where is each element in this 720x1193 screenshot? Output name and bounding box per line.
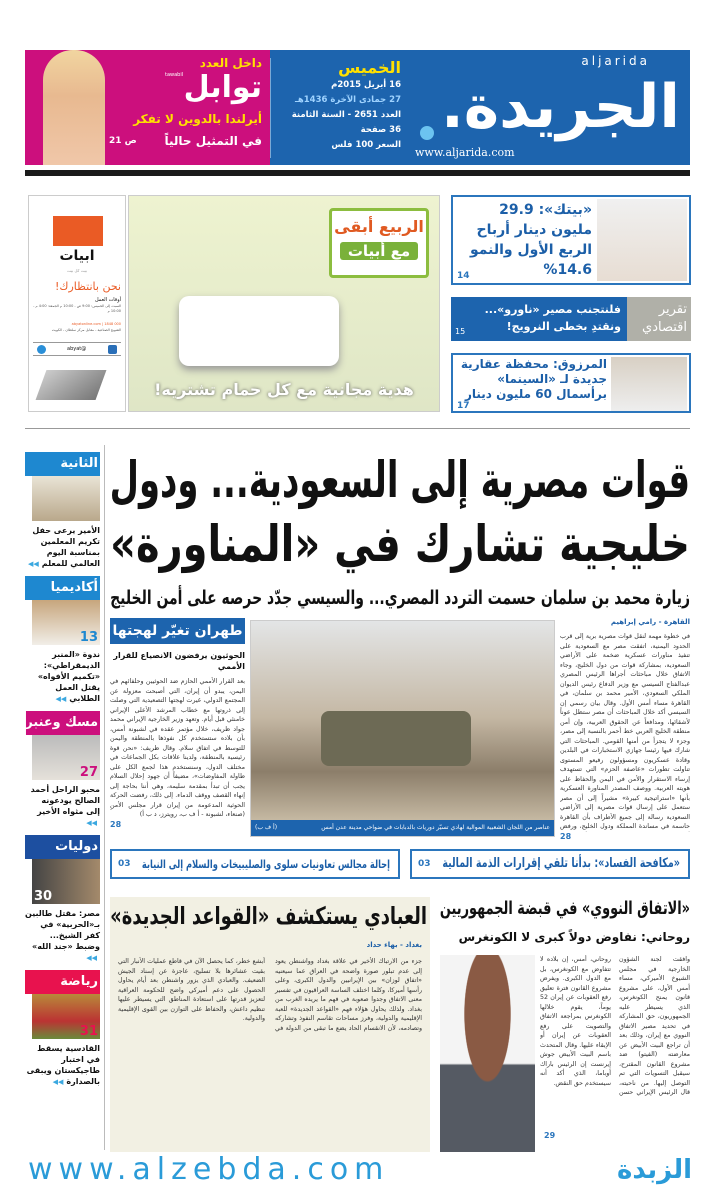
page-ref: 31 [79,1024,98,1039]
promo-line1: أيرلندا بالدوين لا تفكر [133,112,262,126]
sidebar-text: مصر: مقتل طالبين بـ«الحربية» في كفر الشيخ... وضبط «جند الله» [25,909,100,951]
social-row [33,342,121,356]
page-ref: 03 [418,859,431,869]
abadi-article[interactable] [110,897,430,1152]
sidebar-category: أكاديميا [25,576,100,600]
caption-text: عناصر من اللجان الشعبية الموالية لهادي تسيّر دوريات بالدبابات في ضواحي مدينة عدن أمس [321,824,550,831]
sidebar-category: رياضة [25,970,100,994]
hours-title: أوقات العمل [94,297,121,303]
byline: بغداد - بهاء حداد [366,941,422,949]
spring-ad[interactable] [128,195,440,412]
abyat-tagline: بيت كل بيت [67,268,87,273]
sidebar-photo [32,600,100,645]
abadi-body: جزء من الارتباك الأخير في علاقة بغداد وواشنطن يعود إلى عدم تبلور صورة واضحة في العراق عما سيعنيه «اتفاق لوزان» بين الإيرانيين والدول الكبرى، وعلى رأسها أميركا، وكلما اختلف الساسة العراقيون في تفسير معنى الاتفاق وجدوا صعوبة في فهم ما يريده الغرب من بغداد. ولذلك يحاول هؤلاء فهم «القواعد الجديدة» للعبة الإقليمية والدولية، وفرز مساحات تقاسم النفوذ وتشاركه وتصادمه، لأن الانقسام الحاد يضع ما تبقى من الدولة في أبشع خطر، كما يحصل الآن في قاطع عمليات الأنبار التي بقيت عشائرها بلا تسليح، عاجزة عن إسناد الجيش الضعيف. والعبادي الذي يزور واشنطن بعد أيام يحاول الحصول على دعم أميركي واضح للحكومة العراقية لتعزيز قدرتها على استعادة المناطق التي يسيطر عليها تنظيم داعش، والحفاظ على التوازن بين القوى الإقليمية والدولية. [118,958,422,1032]
price: السعر 100 فلس [331,140,401,150]
promo-brand-latin: tawabil [165,72,184,78]
photo-caption [251,820,554,836]
twitter-icon[interactable] [37,345,46,354]
story-marzouq[interactable] [451,353,691,413]
sidebar-text: الأمير يرعى حفل تكريم المعلمين بمناسبة اليوم العالمي للمعلم [32,526,100,568]
more-arrows-icon: ◀◀ [28,560,39,568]
main-body: في خطوة مهمة لنقل قوات مصرية برية إلى قرب الحدود اليمنية، اتفقت مصر مع السعودية على تنفيذ مناورات عسكرية ضخمة على الأراضي السعودية، بمشاركة قوات من دول الخليج، وجاء الاتفاق خلال مباحثات أجراها الرئيس المصري عبدالفتاح السيسي مع وزير الدفاع رئيس الديوان الملكي السعودي، الأمير محمد بن سلمان، في القاهرة مساء أمس الأول. وقال بيان رسمي إن السيسي أكد خلال المباحثات أن مصر ستظل عوناً لأشقائها، ومدافعاً عن الحقوق العربية، وإن أمن منطقة الخليج العربي خط أحمر بالنسبة إلى مصر، وجزء لا يتجزأ من أمنها القومي. المباحثات التي شارك فيها رئيسا جهازي الاستخبارات في البلدين وقادة عسكريون ومسؤولون رفيعو المستوى تناولت تطورات «عاصفة الحزم» التي تستهدف إرساء الاستقرار والأمن في اليمن والحفاظ على هويته العربية. ووصف المصدر المناورة العسكرية بأنها «استراتيجية كبيرة» مشيراً إلى أن مصر ستعمل على إرسال قوات مصرية إلى الأراضي السعودية رسالة إلى جميع الأطراف بأن القاهرة حاسمة في مساندة المملكة ودول الخليج، ورفض [560,633,690,830]
page-ref: 15 [455,327,466,336]
page-count: 36 صفحة [360,125,401,135]
sidebar-photo [32,994,100,1039]
page-ref: 14 [457,271,470,281]
section-rule [25,428,690,429]
masthead-rule [25,170,690,176]
more-arrows-icon: ◀◀ [86,954,97,962]
main-subhead: زيارة محمد بن سلمان حسمت التردد المصري... والسيسي جدّد حرصه على أمن الخليج [110,587,690,609]
tehran-article [110,618,245,829]
location: الشويخ الصناعية - مقابل مركز سلطان - الكويت [51,328,121,332]
ad-offer: هدية مجانية مع كل حمام تشتريه! [154,380,414,399]
page-ref: 13 [79,630,98,645]
main-headline-line1: قوات مصرية إلى السعودية... ودول [109,451,690,509]
story-photo [597,199,687,281]
issue-date: 16 أبريل 2015م [331,80,401,90]
promo-page: ص 21 [109,136,137,146]
story-report[interactable] [451,297,691,341]
tank-photo [250,620,555,837]
hours: السبت إلى الخميس: 9:00 ص - 10:00 م الجمعة: 4:00 م - 10:00 م [33,304,121,313]
bathtub-image [179,296,339,366]
sidebar-category: دوليات [25,835,100,859]
story-headline: «بيتك»: 29.9 مليون دينار أرباح الربع الأول والنمو 14.6% [469,202,592,278]
logo-latin: aljarida [581,54,650,68]
issue-day: الخميس [338,58,401,77]
sidebar-item[interactable] [25,452,100,570]
page-ref: 30 [34,889,53,904]
sidebar-divider [104,445,105,1150]
sidebar-photo [32,859,100,904]
sidebar-text: محبو الراحل أحمد الصالح يودعونه إلى مثواه الأخير [30,785,100,816]
nuclear-article[interactable] [440,897,690,1152]
masthead [270,50,690,165]
tank-shape [321,711,471,766]
main-headline[interactable] [110,448,690,576]
promo-brand: توابل [183,70,262,105]
social-handle: @abyat [67,346,87,352]
report-label: تقرير اقتصادي [627,297,691,341]
tehran-box-title: طهران تغيّر لهجتها [110,618,245,644]
abyat-brand: ابيات [59,248,95,264]
tehran-body: بعد القرار الأممي الحازم ضد الحوثيين وحلفائهم في اليمن، يبدو أن إيران، التي أصبحت معزولة عن المجتمع الدولي، غيرت لهجتها التصعيدية التي وصلت إلى ذروتها مع خطاب المرشد الأعلى الإيراني خامنئي قبل أيام. وتعهد وزير الخارجية الإيراني محمد جواد ظريف، خلال مؤتمر عقده في لشبونة أمس، بأن بلاده ستستخدم كل نفوذها بالمنطقة واليمن للتوسط في اتفاق سلام. وقال ظريف: «نحن قوة رئيسية بالمنطقة، ولدينا علاقات بكل الجماعات في مختلف الدول، وسنستخدم هذا لجمع الكل على طاولة المفاوضات»، مضيفاً أن جهود إحلال السلام يجب أن تبدأ بمقدمة سليمة، وهي أننا بحاجة إلى إنهاء القصف ووقف الدماء. إلى ذلك، رفضت الحركة الحوثية المدعومة من إيران قرار مجلس الأمن [110,678,245,809]
tehran-dateline: (صنعاء، لشبونة - أ ف ب، رويترز، د ب أ) [139,811,245,818]
issue-info [270,58,405,158]
promo-inside: داخل العدد [199,56,262,70]
more-arrows-icon: ◀◀ [55,695,67,703]
box-text: «مكافحة الفساد»: بدأنا تلقي إقرارات الذمة المالية [442,856,680,871]
instagram-icon[interactable] [108,345,117,354]
sidebar-category: مسك وعنبر [26,711,100,735]
report-headline: فلنتجنب مصير «ناورو»... ونقتدِ بخطى النرويج! [484,303,621,333]
abyat-headline: نحن بانتظارك! [55,280,121,293]
obama-photo [440,955,535,1152]
promo-line2: في التمثيل حالياً [164,134,262,148]
byline: القاهرة - رامي إبراهيم [610,618,690,626]
ad-line1: الربيع أبقى [334,217,424,236]
sidebar-item[interactable] [25,576,100,705]
main-headline-line2: خليجية تشارك في «المناورة» [110,515,690,573]
nuclear-body: وافقت لجنة الشؤون الخارجية في مجلس الشيوخ الأميركي، مساء أمس الأول، على مشروع قانون يمنح الكونغرس، الذي يسيطر عليه الجمهوريون، حق المشاركة في تحديد مصير الاتفاق النووي مع إيران، وذلك بعد أن تراجع البيت الأبيض عن معارضته (الفيتو) ضد مشروع القانون المقترح، سيقبل التسويات التي تم التوصل إليها. من ناحيته، قال الرئيس الإيراني حسن روحاني، أمس، إن بلاده لا تتفاوض مع الكونغرس، بل مع الدول الكبرى. ويفرض مشروع القانون فترة تعليق رفع العقوبات عن إيران 52 يوماً، يقوم خلالها الكونغرس بمراجعة الاتفاق والتصويت على رفع العقوبات عن إيران أو الإبقاء عليها. وقال المتحدث باسم البيت الأبيض جوش إيرنست إن الرئيس باراك أوباما، الذي أكد أنه سيستخدم حق النقض. [540,956,690,1096]
masthead-url[interactable]: www.aljarida.com [415,146,515,159]
newspaper-logo: الجريدة. [440,72,680,142]
story-baitak[interactable] [451,195,691,285]
page-ref: 03 [118,859,131,869]
abyat-ad[interactable] [28,195,126,412]
tehran-headline: الحوثيون يرفضون الانصياع للقرار الأممي [113,651,245,671]
page-ref[interactable]: 28 [560,832,572,841]
sidebar-photo [32,476,100,521]
sidebar-item[interactable] [25,711,100,829]
more-arrows-icon: ◀◀ [52,1078,64,1086]
showroom-map [36,370,107,400]
contact: abyatonline.com | 1848 000 [71,322,121,326]
anticorruption-box[interactable] [410,849,690,879]
caption-credit: (أ ف ب) [255,824,278,831]
page-ref: 27 [79,765,98,780]
issue-number: العدد 2651 - السنة الثامنة [291,110,401,120]
box-text: إحالة مجالس تعاونيات سلوى والصليبيخات والسلام إلى النيابة [141,857,390,871]
footer-logo: الزبدة [617,1155,692,1185]
sidebar-category: الثانية [25,452,100,476]
inside-promo[interactable] [25,50,270,165]
nuclear-subhead: روحاني: نفاوض دولاً كبرى لا الكونغرس [458,930,690,944]
more-arrows-icon: ◀◀ [86,819,97,827]
issue-hijri-date: 27 جمادى الآخرة 1436هـ [294,95,401,105]
nuclear-headline: «الاتفاق النووي» في قبضة الجمهوريين [439,898,690,919]
abadi-headline: العبادي يستكشف «القواعد الجديدة» [110,902,428,930]
sidebar [25,452,100,1094]
ad-slogan-card [329,208,429,278]
main-article [560,618,690,841]
page-ref: 17 [457,401,470,411]
sidebar-item[interactable] [25,835,100,964]
ad-line2: مع أبيات [340,242,418,260]
story-headline: المرزوق: محفظة عقارية جديدة لـ «السينما» برأسمال 60 مليون دينار [460,357,607,401]
sidebar-text: ندوة «المنبر الديمقراطي»: «تكميم الأفواه» يقتل العمل الطلابي [37,650,100,703]
story-photo [611,357,687,411]
tent-logo-icon [53,216,103,246]
logo-dot-icon [420,126,434,140]
footer-url[interactable]: www.alzebda.com [28,1152,390,1187]
sidebar-text: القادسية يسقط في اختبار طاجيكستان ويبقى بالصدارة [26,1044,100,1086]
page-ref: 29 [544,1131,556,1140]
page-ref[interactable]: 28 [110,819,122,829]
promo-photo [43,50,105,165]
sidebar-photo [32,735,100,780]
sidebar-item[interactable] [25,970,100,1088]
cooperatives-box[interactable] [110,849,400,879]
